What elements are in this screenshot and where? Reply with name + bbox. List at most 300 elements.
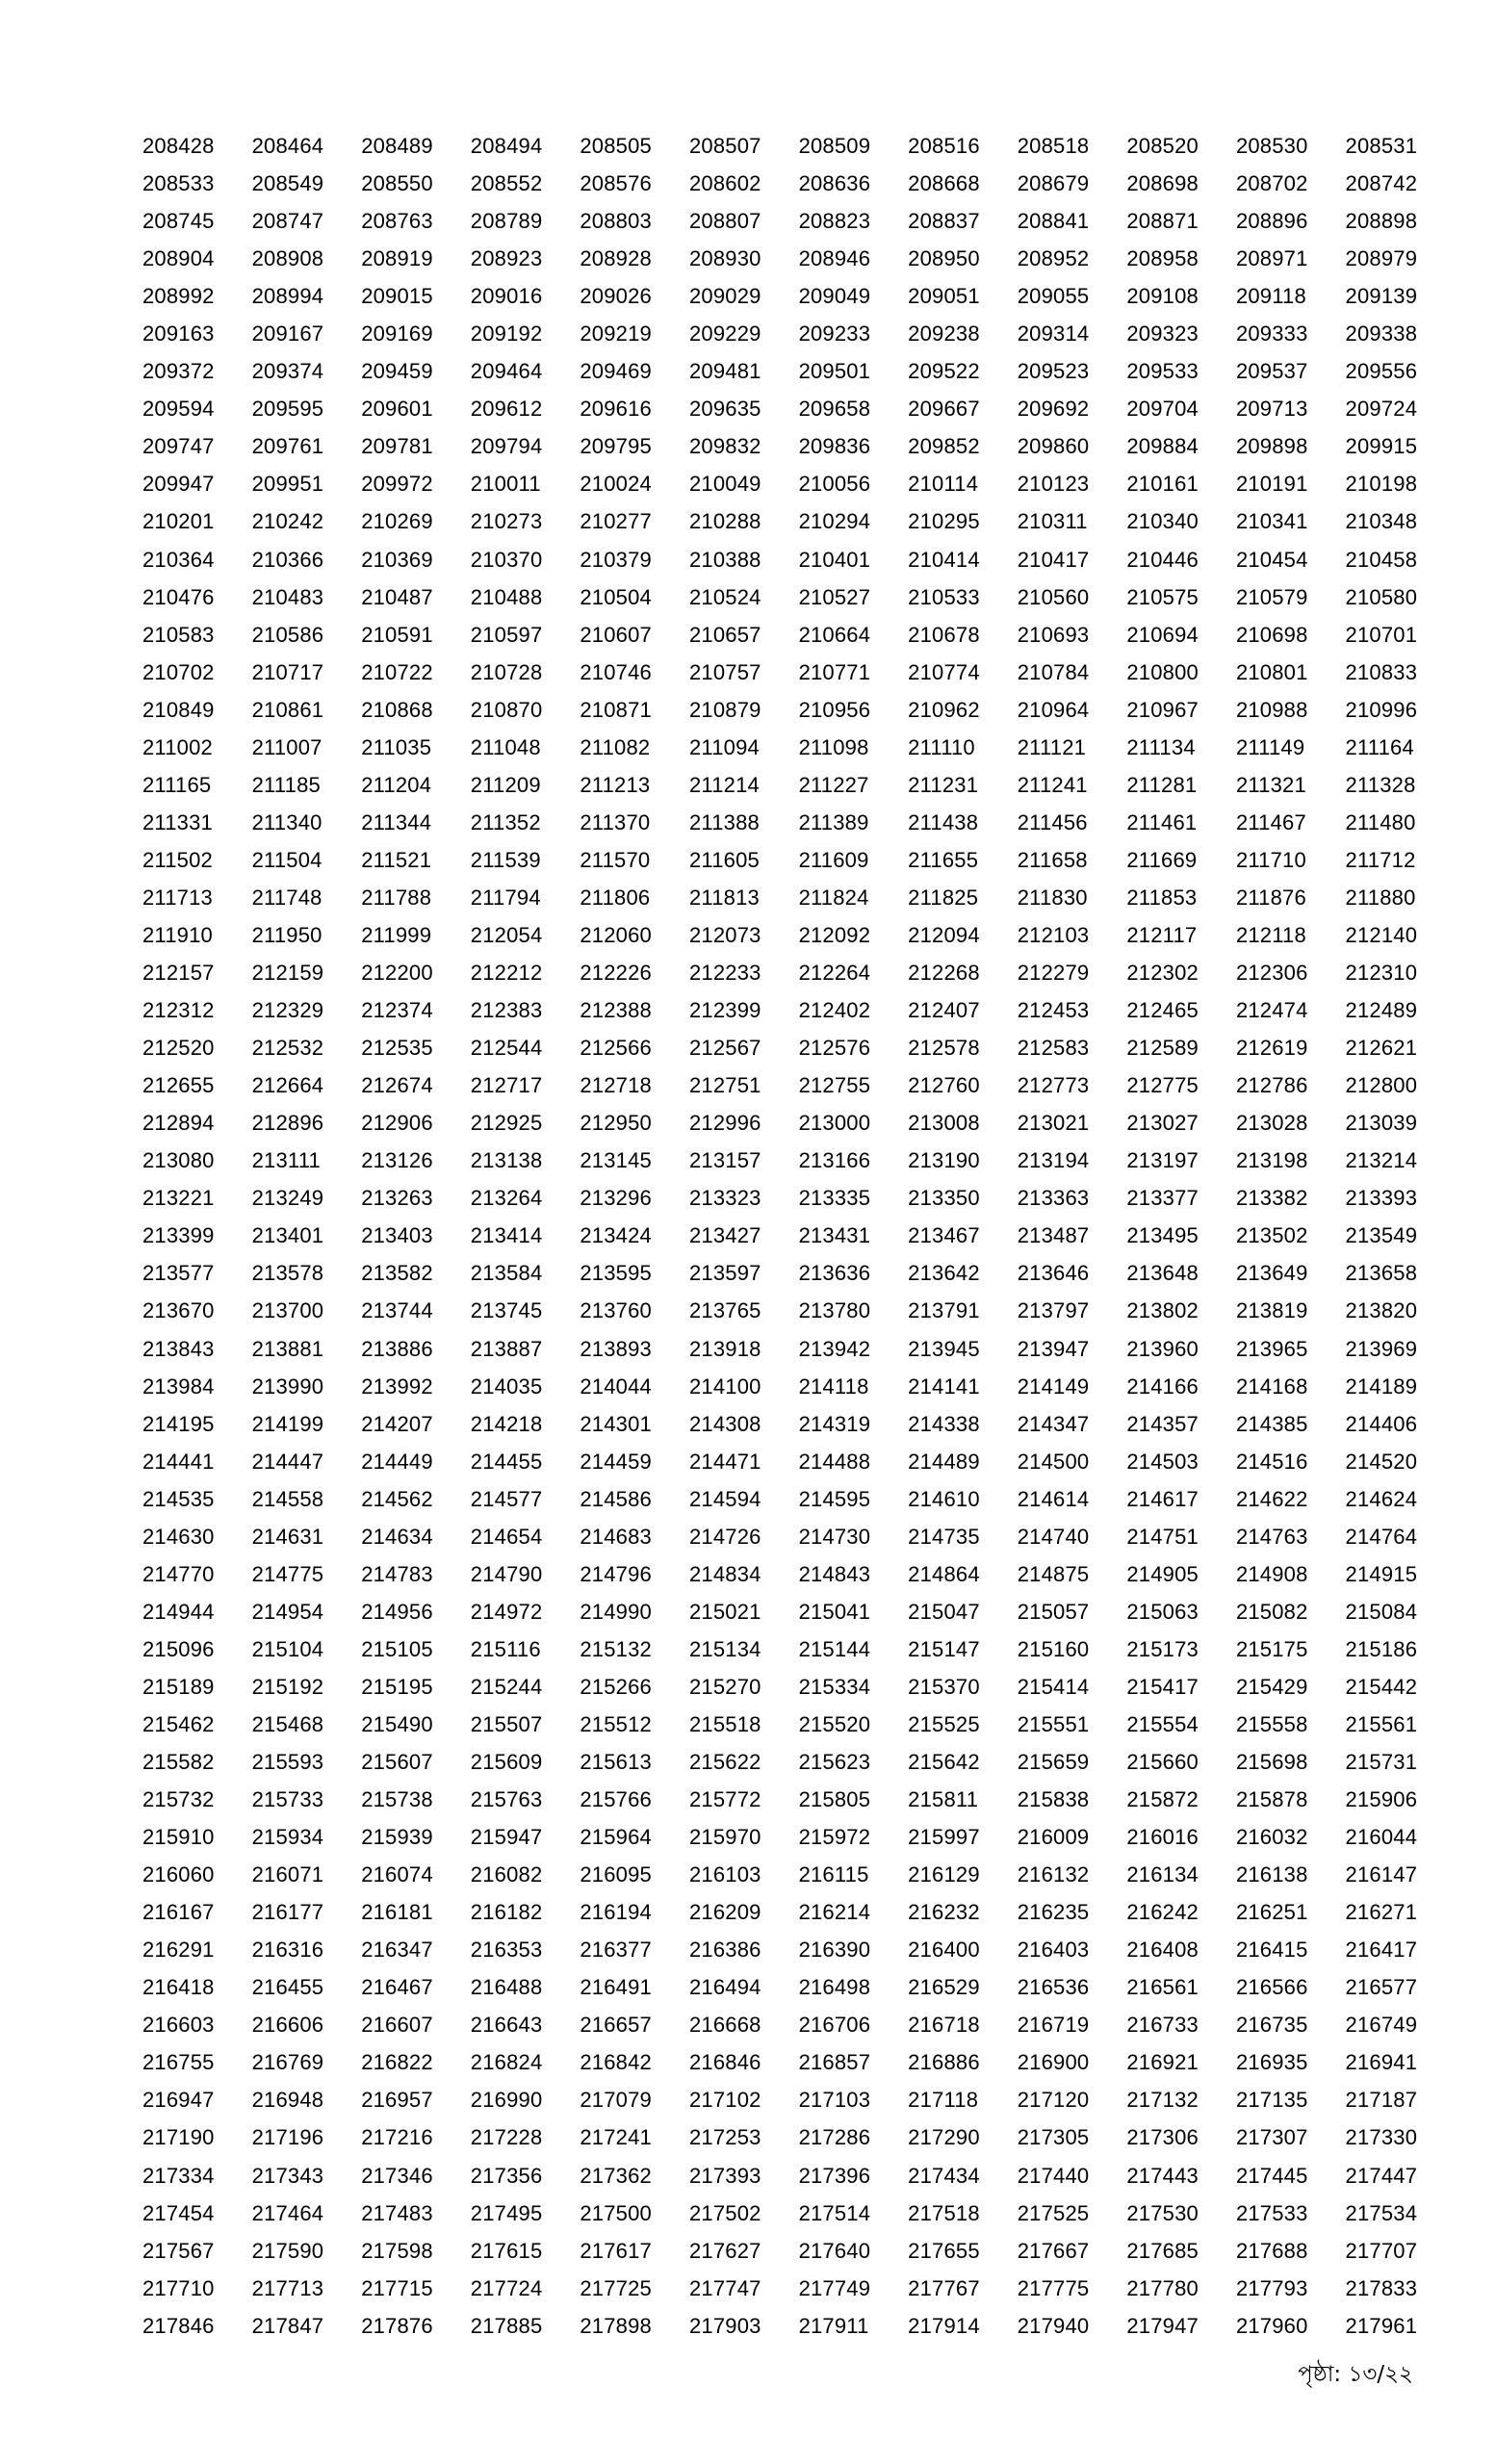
roll-number: 213887 [470,1336,543,1361]
roll-number: 211669 [1126,847,1198,872]
roll-number: 210401 [798,547,871,572]
roll-number: 216390 [798,1938,871,1963]
roll-number: 209667 [908,397,980,422]
roll-number: 213791 [908,1298,980,1323]
roll-number: 216417 [1345,1938,1418,1963]
roll-number: 213350 [908,1186,980,1211]
roll-number: 210483 [251,584,324,609]
roll-number: 213027 [1126,1111,1199,1136]
roll-number: 216129 [908,1862,980,1887]
roll-number: 209635 [688,397,761,422]
roll-number: 217447 [1345,2163,1418,2188]
roll-number: 210579 [1235,584,1308,609]
roll-number: 214149 [1017,1373,1090,1399]
roll-number: 214622 [1235,1486,1308,1511]
roll-number: 215057 [1017,1599,1090,1624]
roll-number-grid [142,127,1418,2345]
roll-number: 214908 [1235,1561,1308,1586]
roll-number: 211048 [470,734,541,759]
roll-number: 211121 [1017,734,1087,759]
roll-number: 215468 [251,1711,324,1736]
roll-number: 212474 [1235,998,1308,1023]
roll-number: 214489 [908,1449,980,1474]
roll-number: 208550 [361,171,433,196]
roll-number: 213021 [1017,1111,1090,1136]
roll-number: 216769 [251,2050,324,2075]
roll-number: 213502 [1235,1223,1308,1248]
roll-number: 216177 [251,1900,324,1925]
roll-number: 212312 [142,998,215,1023]
roll-number: 212268 [908,961,980,986]
roll-number: 216606 [251,2013,324,2038]
roll-number: 215507 [470,1711,543,1736]
roll-number: 215132 [580,1636,652,1661]
roll-number: 209601 [361,397,433,422]
roll-number: 216857 [798,2050,871,2075]
roll-number: 210273 [470,509,543,534]
roll-number: 212655 [142,1073,215,1098]
roll-number: 209794 [470,434,543,459]
roll-number: 217445 [1235,2163,1308,2188]
roll-number: 211813 [688,885,760,910]
roll-number: 213249 [251,1186,324,1211]
roll-number: 213111 [251,1148,321,1173]
roll-number: 211824 [798,885,869,910]
roll-number: 210364 [142,547,215,572]
roll-number: 213843 [142,1336,215,1361]
roll-number: 209556 [1345,359,1418,384]
roll-number: 210311 [1017,509,1088,534]
roll-number: 216138 [1235,1862,1308,1887]
roll-number: 208763 [361,209,433,234]
roll-number: 217290 [908,2125,980,2150]
roll-number: 216095 [580,1862,652,1887]
roll-number: 208919 [361,246,433,271]
roll-number: 212118 [1235,922,1306,947]
roll-number: 211655 [908,847,979,872]
roll-number: 208530 [1235,134,1308,158]
roll-number: 210114 [908,472,979,497]
roll-number: 209229 [688,321,761,346]
roll-number: 214520 [1345,1449,1418,1474]
roll-number: 210417 [1017,547,1090,572]
roll-number: 216232 [908,1900,980,1925]
roll-number: 213578 [251,1261,324,1286]
roll-number: 215609 [470,1750,543,1775]
roll-number: 214834 [688,1561,761,1586]
roll-number: 210962 [908,697,980,722]
roll-number: 210702 [142,659,215,684]
roll-number: 215334 [798,1674,871,1699]
roll-number: 214763 [1235,1524,1308,1549]
roll-number: 211389 [798,809,869,834]
roll-number: 211713 [142,885,213,910]
roll-number: 208507 [688,134,761,158]
roll-number: 209704 [1126,397,1199,422]
roll-number: 208994 [251,284,324,309]
roll-number: 215698 [1235,1750,1308,1775]
roll-number: 211231 [908,772,979,797]
roll-number: 214624 [1345,1486,1418,1511]
roll-number: 213467 [908,1223,980,1248]
roll-number: 216251 [1235,1900,1308,1925]
roll-number: 209163 [142,321,215,346]
roll-number: 217898 [580,2313,652,2338]
roll-number: 213597 [688,1261,761,1286]
roll-number: 211227 [798,772,869,797]
roll-number: 215134 [688,1636,761,1661]
roll-number: 210295 [908,509,980,534]
roll-number: 217627 [688,2238,761,2263]
roll-number: 209459 [361,359,433,384]
roll-number: 211321 [1235,772,1306,797]
roll-number: 214199 [251,1411,324,1436]
roll-number: 217079 [580,2088,652,2113]
roll-number: 217307 [1235,2125,1308,2150]
roll-number: 209523 [1017,359,1090,384]
roll-number: 210833 [1345,659,1418,684]
roll-number: 212751 [688,1073,761,1098]
roll-number: 214189 [1345,1373,1418,1399]
roll-number: 217833 [1345,2275,1418,2300]
roll-number: 213584 [470,1261,543,1286]
roll-number: 217454 [142,2200,215,2225]
roll-number: 217960 [1235,2313,1308,2338]
roll-number: 212054 [470,922,543,947]
roll-number: 215096 [142,1636,215,1661]
roll-number: 211910 [142,922,213,947]
roll-number: 211658 [1017,847,1088,872]
roll-number: 213126 [361,1148,433,1173]
roll-number: 210488 [470,584,543,609]
roll-number: 214954 [251,1599,324,1624]
roll-number: 210049 [688,472,761,497]
roll-number: 217241 [580,2125,652,2150]
roll-number: 214447 [251,1449,324,1474]
roll-number: 216948 [251,2088,324,2113]
roll-number: 210784 [1017,659,1090,684]
roll-number: 209314 [1017,321,1090,346]
roll-number: 210277 [580,509,652,534]
roll-number: 216536 [1017,1975,1090,2000]
roll-number: 217228 [470,2125,543,2150]
roll-number: 216749 [1345,2013,1418,2038]
roll-number: 210701 [1345,622,1418,647]
roll-number: 217793 [1235,2275,1308,2300]
roll-number: 215189 [142,1674,215,1699]
roll-number: 212073 [688,922,761,947]
roll-number: 215811 [908,1787,979,1812]
roll-number: 214441 [142,1449,215,1474]
roll-number: 215964 [580,1825,652,1850]
roll-number: 209016 [470,284,543,309]
roll-number: 216733 [1126,2013,1199,2038]
roll-number: 217947 [1126,2313,1199,2338]
roll-number: 216291 [142,1938,215,1963]
roll-number: 210560 [1017,584,1090,609]
roll-number: 215733 [251,1787,324,1812]
roll-number: 215972 [798,1825,871,1850]
roll-number: 214726 [688,1524,761,1549]
roll-number: 216103 [688,1862,761,1887]
roll-number: 214972 [470,1599,543,1624]
roll-number: 216990 [470,2088,543,2113]
roll-number: 209915 [1345,434,1418,459]
roll-number: 209238 [908,321,980,346]
roll-number: 216494 [688,1975,761,2000]
roll-number: 214586 [580,1486,652,1511]
roll-number: 208494 [470,134,543,158]
roll-number: 212407 [908,998,980,1023]
roll-number: 211794 [470,885,541,910]
roll-number: 217885 [470,2313,543,2338]
roll-number: 212520 [142,1036,215,1061]
roll-number: 210728 [470,659,543,684]
roll-number: 209015 [361,284,433,309]
roll-number: 217346 [361,2163,433,2188]
roll-number: 216529 [908,1975,980,2000]
roll-number: 216147 [1345,1862,1418,1887]
roll-number: 209616 [580,397,652,422]
roll-number: 209713 [1235,397,1308,422]
roll-number: 217495 [470,2200,543,2225]
roll-number: 208489 [361,134,433,158]
roll-number: 208837 [908,209,980,234]
roll-number: 212760 [908,1073,980,1098]
roll-number: 210580 [1345,584,1418,609]
roll-number: 210871 [580,697,652,722]
roll-number: 209612 [470,397,543,422]
roll-number: 217903 [688,2313,761,2338]
roll-number: 214631 [251,1524,324,1549]
roll-number: 216488 [470,1975,543,2000]
roll-number: 214195 [142,1411,215,1436]
roll-number: 209464 [470,359,543,384]
roll-number: 209594 [142,397,215,422]
roll-number: 213080 [142,1148,215,1173]
roll-number: 213138 [470,1148,543,1173]
roll-number: 212212 [470,961,543,986]
roll-number: 213670 [142,1298,215,1323]
roll-number: 208928 [580,246,652,271]
roll-number: 217434 [908,2163,980,2188]
roll-number: 215525 [908,1711,980,1736]
roll-number: 212532 [251,1036,324,1061]
roll-number: 209852 [908,434,980,459]
roll-number: 209055 [1017,284,1090,309]
roll-number: 214944 [142,1599,215,1624]
roll-number: 215805 [798,1787,871,1812]
roll-number: 214634 [361,1524,433,1549]
roll-number: 215021 [688,1599,761,1624]
roll-number: 212664 [251,1073,324,1098]
roll-number: 216668 [688,2013,761,2038]
roll-number: 213649 [1235,1261,1308,1286]
roll-number: 210388 [688,547,761,572]
roll-number: 210476 [142,584,215,609]
roll-number: 212775 [1126,1073,1199,1098]
roll-number: 215910 [142,1825,215,1850]
roll-number: 213323 [688,1186,761,1211]
roll-number: 209108 [1126,284,1199,309]
roll-number: 217343 [251,2163,324,2188]
roll-number: 215041 [798,1599,871,1624]
roll-number: 213549 [1345,1223,1418,1248]
roll-number: 214100 [688,1373,761,1399]
roll-number: 212583 [1017,1036,1090,1061]
roll-number: 217502 [688,2200,761,2225]
roll-number: 214459 [580,1449,652,1474]
roll-number: 214558 [251,1486,324,1511]
roll-number: 213802 [1126,1298,1199,1323]
roll-number: 215173 [1126,1636,1199,1661]
roll-number: 210861 [251,697,324,722]
roll-number: 213636 [798,1261,871,1286]
roll-number: 216566 [1235,1975,1308,2000]
roll-number: 212489 [1345,998,1418,1023]
roll-number: 214166 [1126,1373,1199,1399]
roll-number: 217334 [142,2163,215,2188]
roll-number: 215558 [1235,1711,1308,1736]
roll-number: 211609 [798,847,869,872]
roll-number: 213969 [1345,1336,1418,1361]
roll-number: 211281 [1126,772,1198,797]
roll-number: 211035 [361,734,432,759]
roll-number: 212233 [688,961,761,986]
roll-number: 212402 [798,998,871,1023]
roll-number: 211164 [1345,734,1414,759]
roll-number: 209595 [251,397,324,422]
roll-number: 210533 [908,584,980,609]
roll-number: 217707 [1345,2238,1418,2263]
roll-number: 216718 [908,2013,980,2038]
roll-number: 210024 [580,472,652,497]
roll-number: 216846 [688,2050,761,2075]
roll-number: 216941 [1345,2050,1418,2075]
roll-number: 217305 [1017,2125,1090,2150]
roll-number: 215934 [251,1825,324,1850]
roll-number: 208549 [251,171,324,196]
roll-number: 210956 [798,697,871,722]
roll-number: 213008 [908,1111,980,1136]
roll-number: 214516 [1235,1449,1308,1474]
roll-number: 213992 [361,1373,433,1399]
roll-number: 217685 [1126,2238,1199,2263]
roll-number: 214617 [1126,1486,1199,1511]
roll-number: 208950 [908,246,980,271]
roll-number: 213194 [1017,1148,1090,1173]
roll-number: 213377 [1126,1186,1199,1211]
roll-number: 209795 [580,434,652,459]
roll-number: 216455 [251,1975,324,2000]
roll-number: 217216 [361,2125,433,2150]
roll-number: 212306 [1235,961,1308,986]
roll-number: 209049 [798,284,871,309]
roll-number: 217396 [798,2163,871,2188]
roll-number: 210678 [908,622,980,647]
roll-number: 215266 [580,1674,652,1699]
roll-number: 210414 [908,547,980,572]
roll-number: 216607 [361,2013,433,2038]
roll-number: 217190 [142,2125,215,2150]
roll-number: 217767 [908,2275,980,2300]
roll-number: 211149 [1235,734,1305,759]
roll-number: 211110 [908,734,975,759]
roll-number: 213427 [688,1223,761,1248]
roll-number: 209761 [251,434,324,459]
roll-number: 216071 [251,1862,324,1887]
roll-number: 217440 [1017,2163,1090,2188]
roll-number: 214790 [470,1561,543,1586]
roll-number: 211185 [251,772,321,797]
roll-number: 211344 [361,809,432,834]
roll-number: 217747 [688,2275,761,2300]
roll-number: 209192 [470,321,543,346]
roll-number: 216643 [470,2013,543,2038]
roll-number: 216132 [1017,1862,1090,1887]
roll-number: 217940 [1017,2313,1090,2338]
roll-number: 217713 [251,2275,324,2300]
roll-number: 214118 [798,1373,869,1399]
roll-number: 214730 [798,1524,871,1549]
roll-number: 209724 [1345,397,1418,422]
roll-number: 215082 [1235,1599,1308,1624]
roll-number: 215939 [361,1825,433,1850]
roll-number: 215195 [361,1674,433,1699]
roll-number: 215175 [1235,1636,1308,1661]
roll-number: 214044 [580,1373,652,1399]
roll-number: 214385 [1235,1411,1308,1436]
roll-number: 214751 [1126,1524,1199,1549]
roll-number: 214654 [470,1524,543,1549]
roll-number: 217655 [908,2238,980,2263]
roll-number: 216947 [142,2088,215,2113]
roll-number: 216082 [470,1862,543,1887]
roll-number: 216842 [580,2050,652,2075]
roll-number: 210879 [688,697,761,722]
roll-number: 208841 [1017,209,1090,234]
roll-number: 213744 [361,1298,433,1323]
roll-number: 216706 [798,2013,871,2038]
roll-number: 208747 [251,209,324,234]
roll-number: 208742 [1345,171,1418,196]
roll-number: 215147 [908,1636,980,1661]
roll-number: 210583 [142,622,215,647]
roll-number: 213424 [580,1223,652,1248]
roll-number: 216577 [1345,1975,1418,2000]
roll-number: 209947 [142,472,215,497]
roll-number: 216235 [1017,1900,1090,1925]
roll-number: 208958 [1126,246,1199,271]
roll-number: 213577 [142,1261,215,1286]
roll-number: 211502 [142,847,213,872]
roll-number: 214783 [361,1561,433,1586]
roll-number: 212388 [580,998,652,1023]
roll-number: 212140 [1345,922,1418,947]
roll-number: 214595 [798,1486,871,1511]
roll-number: 211467 [1235,809,1306,834]
roll-number: 210746 [580,659,652,684]
roll-number: 215186 [1345,1636,1418,1661]
roll-number: 216214 [798,1900,871,1925]
roll-number: 216377 [580,1938,652,1963]
roll-number: 213399 [142,1223,215,1248]
roll-number: 214735 [908,1524,980,1549]
roll-number: 209139 [1345,284,1418,309]
roll-number: 212621 [1345,1036,1418,1061]
roll-number: 216009 [1017,1825,1090,1850]
roll-number: 217780 [1126,2275,1199,2300]
